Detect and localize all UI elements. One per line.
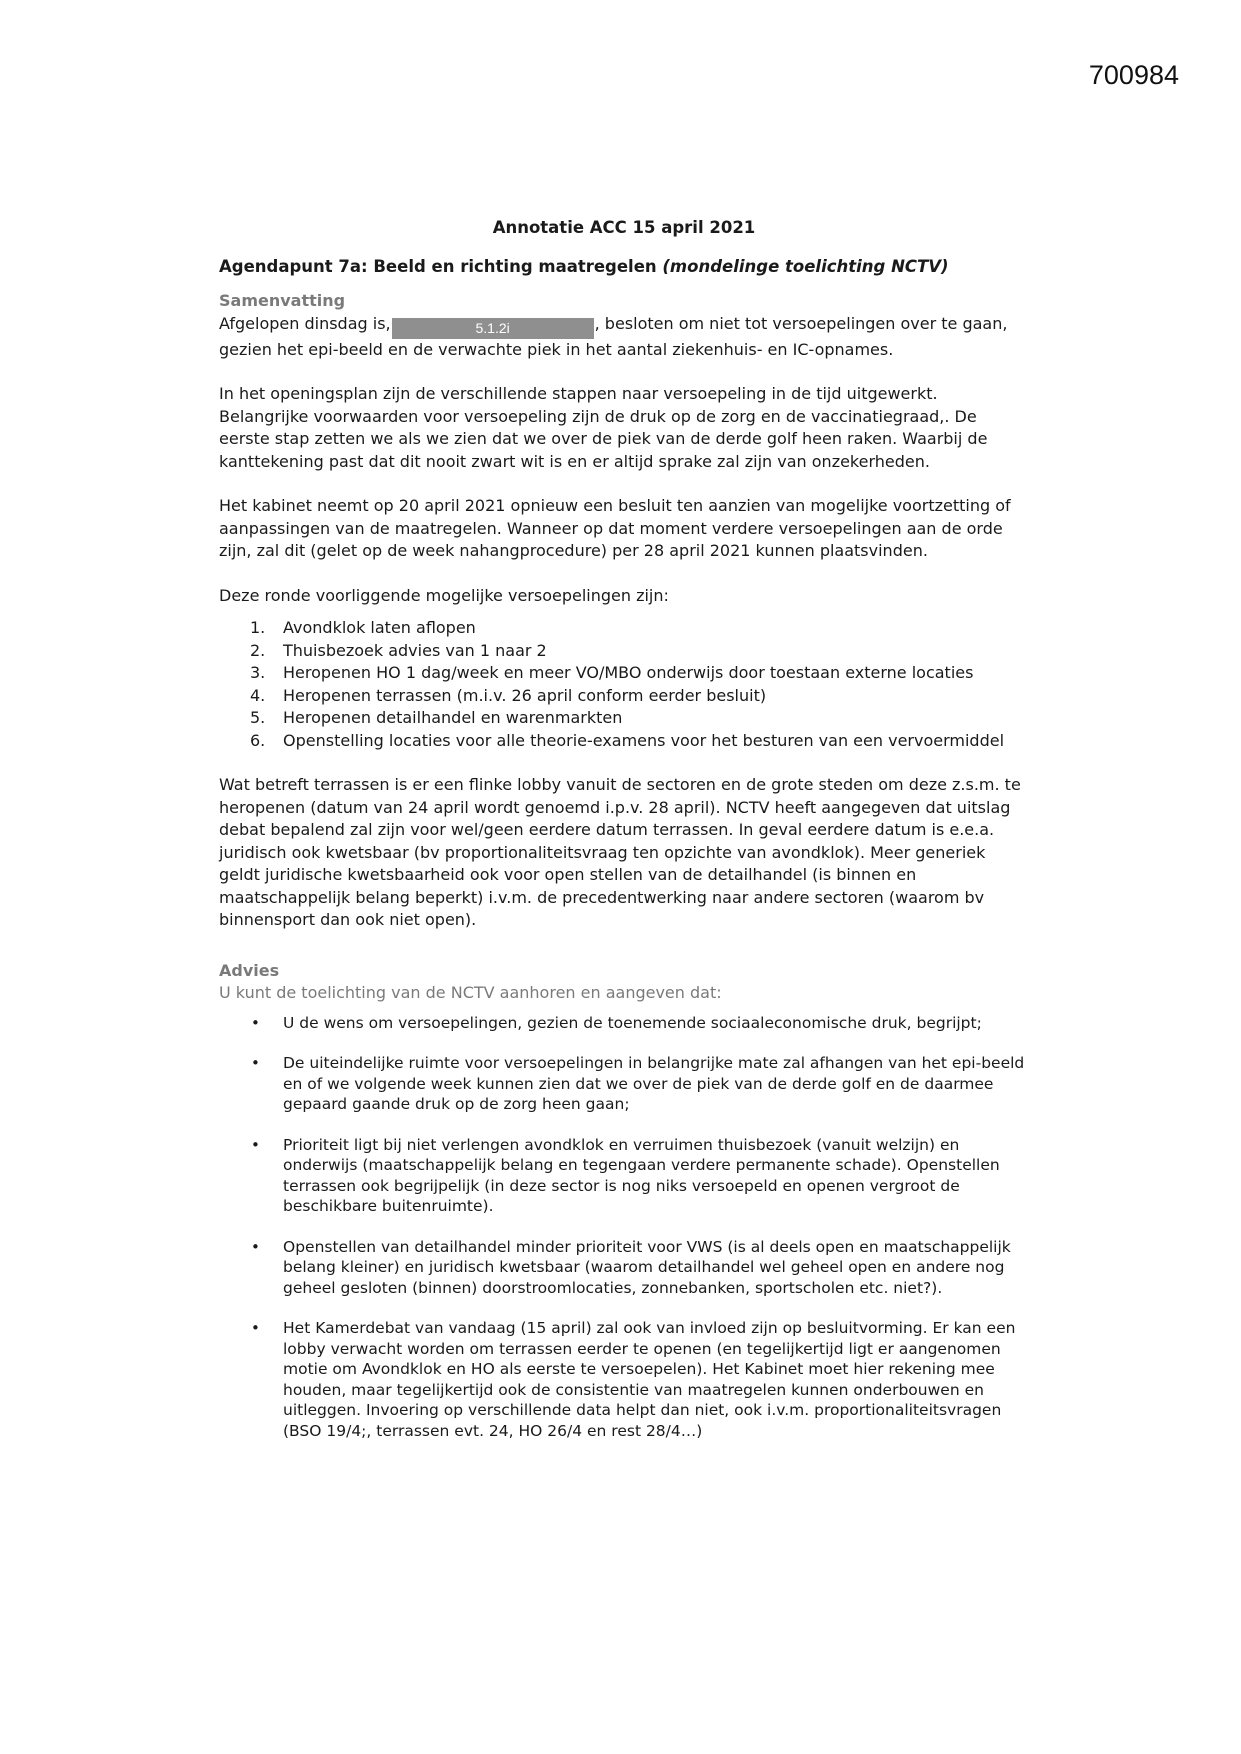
summary-paragraph-5: Wat betreft terrassen is er een flinke lobby vanuit de sectoren en de grote steden om deze z.s.m. te heropenen (datum van 24 april wordt genoemd i.p.v. 28 april). NCTV heeft aangegeven dat uitslag debat bepalend zal zijn voor wel/geen eerdere datum terrassen. In geval eerdere datum is e.e.a. juridisch ook kwetsbaar (bv proportionaliteitsvraag ten opzichte van avondklok). Meer generiek geldt juridische kwetsbaarheid ook voor open stellen van de detailhandel (is binnen en maatschappelijk belang beperkt) i.v.m. de precedentwerking naar andere sectoren (waarom bv binnensport dan ook niet open). [219, 775, 1021, 929]
list-item-number: 6. [250, 730, 266, 750]
list-item [219, 730, 1029, 753]
redaction-box: 5.1.2i [392, 318, 594, 339]
list-item-text: Heropenen HO 1 dag/week en meer VO/MBO onderwijs door toestaan externe locaties [283, 663, 974, 682]
list-item [219, 662, 1029, 685]
bullet-icon: • [251, 1319, 260, 1337]
agenda-item-prefix: Agendapunt 7a: Beeld en richting maatregelen [219, 256, 663, 276]
document-number: 700984 [1088, 60, 1179, 90]
list-item-number: 2. [250, 640, 266, 660]
document-body [219, 217, 1029, 1461]
list-item-text: De uiteindelijke ruimte voor versoepelingen in belangrijke mate zal afhangen van het epi-beeld en of we volgende week kunnen zien dat we over de piek van de derde golf en de daarmee gepaard gaande druk op de zorg heen gaan; [283, 1054, 1025, 1113]
bullet-icon: • [251, 1054, 260, 1072]
list-item [219, 1013, 1029, 1034]
summary-p1-before: Afgelopen dinsdag is, [219, 313, 391, 333]
list-item-text: Heropenen terrassen (m.i.v. 26 april conform eerder besluit) [283, 685, 767, 705]
spacer [219, 932, 1029, 960]
summary-paragraph-2: In het openingsplan zijn de verschillende stappen naar versoepeling in de tijd uitgewerkt. Belangrijke voorwaarden voor versoepeling zijn de druk op de zorg en de vaccinatiegraad,. De eerste stap zetten we als we zien dat we over de piek van de derde golf heen raken. Waarbij de kanttekening past dat dit nooit zwart wit is en er altijd sprake zal zijn van onzekerheden. [219, 384, 988, 471]
document-title: Annotatie ACC 15 april 2021 [492, 218, 756, 237]
list-item-text: Openstellen van detailhandel minder prioriteit voor VWS (is al deels open en maatschappelijk belang kleiner) en juridisch kwetsbaar (waarom detailhandel wel geheel open en andere nog geheel gesloten (binnen) doorstroomlocaties, zonnebanken, sportscholen etc. niet?). [283, 1237, 1011, 1297]
bullet-icon: • [251, 1013, 260, 1032]
list-item-text: Het Kamerdebat van vandaag (15 april) zal ook van invloed zijn op besluitvorming. Er kan een lobby verwacht worden om terrassen eerder te openen (en tegelijkertijd ligt er aangenomen motie om Avondklok en HO als eerste te versoepelen). Het Kabinet moet hier rekening mee houden, maar tegelijkertijd ook de consistentie van maatregelen kunnen onderbouwen en uitleggen. Invoering op verschillende data helpt dan niet, ook i.v.m. proportionaliteitsvragen (BSO 19/4;, terrassen evt. 24, HO 26/4 en rest 28/4…) [283, 1319, 1016, 1440]
summary-p1-after: , besloten om niet tot versoepelingen over te gaan, gezien het epi-beeld en de verwachte piek in het aantal ziekenhuis- en IC-opnames. [219, 313, 1008, 359]
list-item [219, 617, 1029, 640]
bullet-icon: • [251, 1237, 260, 1256]
relaxation-options-list [219, 617, 1029, 752]
advice-intro: U kunt de toelichting van de NCTV aanhoren en aangeven dat: [219, 983, 722, 1002]
summary-paragraph-1 [219, 313, 1029, 362]
advice-heading: Advies [219, 960, 280, 980]
list-item-text: Thuisbezoek advies van 1 naar 2 [283, 640, 547, 660]
agenda-item-note: (mondelinge toelichting NCTV) [662, 256, 949, 276]
list-item-number: 3. [250, 663, 266, 682]
list-item-text: Openstelling locaties voor alle theorie-examens voor het besturen van een vervoermiddel [283, 730, 1005, 750]
advice-list [219, 1013, 1029, 1442]
list-item-text: Heropenen detailhandel en warenmarkten [283, 708, 623, 727]
list-item [219, 1135, 1029, 1217]
list-item-text: U de wens om versoepelingen, gezien de toenemende sociaaleconomische druk, begrijpt; [283, 1013, 982, 1032]
list-item-text: Prioriteit ligt bij niet verlengen avondklok en verruimen thuisbezoek (vanuit welzijn) en onderwijs (maatschappelijk belang en tegengaan verdere permanente schade). Openstellen terrassen ook begrijpelijk (in deze sector is nog niks versoepeld en openen vergroot de beschikbare buitenruimte). [283, 1135, 1000, 1215]
list-item-number: 4. [250, 685, 266, 705]
list-item-number: 5. [250, 708, 266, 727]
summary-paragraph-3: Het kabinet neemt op 20 april 2021 opnieuw een besluit ten aanzien van mogelijke voortzetting of aanpassingen van de maatregelen. Wanneer op dat moment verdere versoepelingen aan de orde zijn, zal dit (gelet op de week nahangprocedure) per 28 april 2021 kunnen plaatsvinden. [219, 496, 1011, 560]
list-item [219, 1053, 1029, 1115]
summary-paragraph-4: Deze ronde voorliggende mogelijke versoepelingen zijn: [219, 585, 669, 605]
list-item-number: 1. [250, 618, 266, 637]
list-item [219, 707, 1029, 730]
list-item [219, 640, 1029, 663]
bullet-icon: • [251, 1135, 260, 1154]
agenda-item-heading [219, 256, 1029, 279]
list-item [219, 1318, 1029, 1441]
list-item [219, 1237, 1029, 1299]
list-item-text: Avondklok laten aflopen [283, 618, 476, 637]
list-item [219, 685, 1029, 708]
summary-heading: Samenvatting [219, 291, 346, 310]
